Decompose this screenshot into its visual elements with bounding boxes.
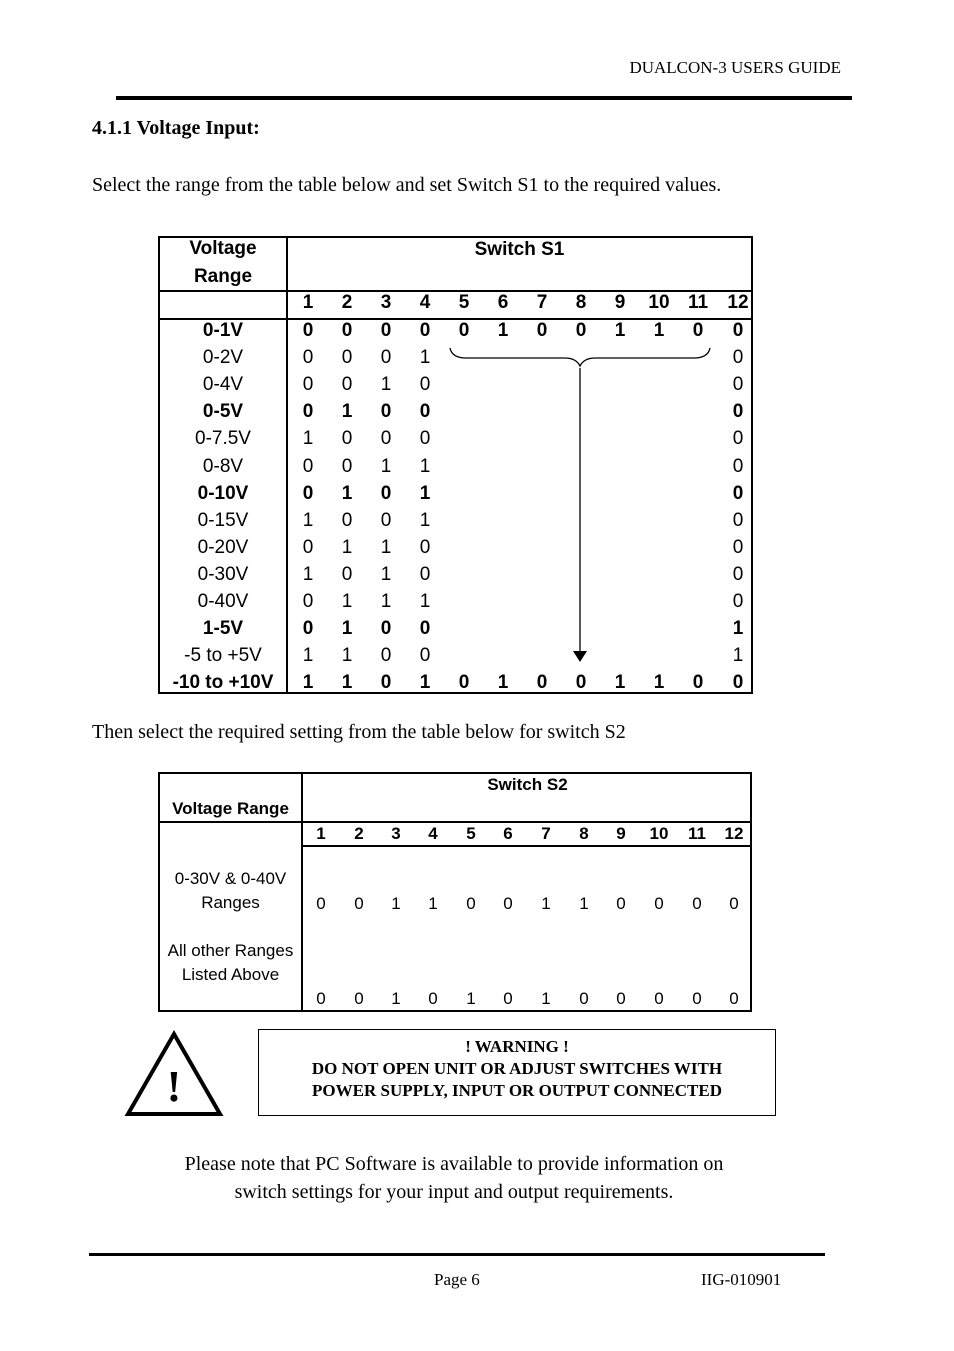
s1-bit-cell: 0 bbox=[419, 645, 431, 667]
s1-bit-cell: 0 bbox=[302, 591, 314, 612]
s1-bit-cell: 0 bbox=[458, 672, 470, 694]
footer-rule bbox=[89, 1253, 825, 1256]
s1-bit-cell: 0 bbox=[732, 536, 744, 558]
s1-bit-cell: 1 bbox=[419, 509, 431, 531]
s1-switch-number: 3 bbox=[380, 292, 392, 313]
s1-bit-cell: 0 bbox=[732, 374, 744, 396]
s2-bit-cell: 0 bbox=[692, 989, 702, 1008]
s1-bit-cell: 1 bbox=[497, 320, 509, 341]
s2-bit-cell: 0 bbox=[316, 894, 326, 913]
brace-path bbox=[450, 348, 710, 366]
s1-bit-cell: 1 bbox=[302, 672, 314, 694]
s1-bit-cell: 1 bbox=[732, 618, 744, 640]
s1-bit-cell: 0 bbox=[302, 455, 314, 477]
s1-range-cell: 0-5V bbox=[202, 401, 244, 423]
s1-range-cell: 0-2V bbox=[202, 347, 244, 369]
s1-bit-cell: 0 bbox=[692, 672, 704, 694]
note-line-2: switch settings for your input and output requirements. bbox=[234, 1181, 674, 1203]
s1-bit-cell: 0 bbox=[692, 320, 704, 341]
s1-range-cell: 1-5V bbox=[202, 618, 244, 640]
s2-bit-cell: 0 bbox=[503, 989, 513, 1008]
s2-switch-number: 1 bbox=[316, 824, 326, 843]
s2-bit-cell: 1 bbox=[391, 989, 401, 1008]
s1-bit-cell: 1 bbox=[653, 672, 665, 694]
intro-paragraph: Select the range from the table below and set Switch S1 to the required values. bbox=[92, 174, 722, 196]
warning-box bbox=[258, 1029, 776, 1116]
s2-switch-number: 11 bbox=[688, 824, 706, 843]
s2-switch-number: 6 bbox=[503, 824, 513, 843]
s1-bit-cell: 0 bbox=[419, 401, 431, 423]
s2-range-line1: All other Ranges bbox=[167, 941, 294, 960]
s1-bit-cell: 1 bbox=[302, 509, 314, 531]
s2-bit-cell: 0 bbox=[354, 989, 364, 1008]
warning-line-1: DO NOT OPEN UNIT OR ADJUST SWITCHES WITH bbox=[311, 1059, 723, 1078]
s2-bit-cell: 0 bbox=[428, 989, 438, 1008]
switch-s2-table bbox=[158, 772, 752, 1012]
s2-bit-cell: 0 bbox=[729, 989, 739, 1008]
s2-bit-cell: 0 bbox=[692, 894, 702, 913]
s1-range-cell: 0-20V bbox=[197, 536, 249, 558]
s1-bit-cell: 0 bbox=[341, 563, 353, 585]
s1-bit-cell: 0 bbox=[341, 455, 353, 477]
s2-bit-cell: 1 bbox=[541, 989, 551, 1008]
s1-bit-cell: 0 bbox=[302, 618, 314, 640]
s1-bit-cell: 1 bbox=[380, 455, 392, 477]
s2-switch-number: 12 bbox=[724, 824, 744, 843]
s1-bit-cell: 0 bbox=[732, 563, 744, 585]
s1-bit-cell: 1 bbox=[419, 672, 431, 694]
s2-switch-number: 10 bbox=[649, 824, 669, 843]
s1-bit-cell: 0 bbox=[732, 401, 744, 423]
warning-triangle-icon bbox=[124, 1029, 224, 1119]
s1-bit-cell: 0 bbox=[341, 347, 353, 369]
s1-bit-cell: 1 bbox=[419, 455, 431, 477]
s1-range-cell: 0-30V bbox=[197, 563, 249, 585]
s1-bit-cell: 0 bbox=[302, 536, 314, 558]
s1-range-cell: 0-1V bbox=[202, 320, 244, 341]
s1-bit-cell: 0 bbox=[380, 320, 392, 341]
arrow-head bbox=[573, 651, 587, 662]
s1-bit-cell: 0 bbox=[732, 347, 744, 369]
s1-bit-cell: 1 bbox=[341, 591, 353, 612]
s1-bit-cell: 1 bbox=[341, 536, 353, 558]
s1-bit-cell: 0 bbox=[732, 455, 744, 477]
table-divider bbox=[303, 845, 750, 847]
s1-bit-cell: 0 bbox=[302, 347, 314, 369]
software-note bbox=[90, 1150, 818, 1206]
switch-s1-header: Switch S1 bbox=[474, 239, 565, 260]
header-title: DUALCON-3 USERS GUIDE bbox=[629, 58, 841, 77]
s2-switch-number: 4 bbox=[428, 824, 438, 843]
s1-bit-cell: 0 bbox=[380, 401, 392, 423]
s1-range-cell: 0-10V bbox=[197, 482, 249, 504]
s1-bit-cell: 0 bbox=[341, 509, 353, 531]
document-id: IIG-010901 bbox=[701, 1270, 782, 1289]
s2-range-line2: Listed Above bbox=[181, 965, 280, 984]
s1-bit-cell: 0 bbox=[575, 320, 587, 341]
s1-bit-cell: 0 bbox=[302, 401, 314, 423]
s1-range-cell: 0-40V bbox=[197, 591, 249, 612]
warning-symbol: ! bbox=[166, 1062, 182, 1111]
s1-bit-cell: 0 bbox=[341, 320, 353, 341]
s1-switch-number: 1 bbox=[302, 292, 314, 313]
s1-range-cell: -10 to +10V bbox=[172, 672, 274, 694]
s1-bit-cell: 1 bbox=[302, 563, 314, 585]
s1-bit-cell: 0 bbox=[536, 672, 548, 694]
warning-title: ! WARNING ! bbox=[465, 1037, 569, 1056]
s2-bit-cell: 0 bbox=[466, 894, 476, 913]
s1-switch-number: 10 bbox=[648, 292, 670, 313]
s1-switch-number: 12 bbox=[727, 292, 749, 313]
s1-bit-cell: 1 bbox=[653, 320, 665, 341]
switch-s2-header: Switch S2 bbox=[487, 775, 568, 794]
table-divider bbox=[160, 821, 750, 823]
s1-range-cell: 0-8V bbox=[202, 455, 244, 477]
s1-bit-cell: 0 bbox=[380, 347, 392, 369]
s1-bit-cell: 1 bbox=[419, 347, 431, 369]
s1-switch-number: 6 bbox=[497, 292, 509, 313]
s1-bit-cell: 0 bbox=[536, 320, 548, 341]
s2-bit-cell: 0 bbox=[354, 894, 364, 913]
switch-s1-table bbox=[158, 236, 753, 694]
s1-bit-cell: 1 bbox=[341, 672, 353, 694]
voltage-range-header: Voltage Range bbox=[172, 799, 289, 818]
s2-bit-cell: 1 bbox=[579, 894, 589, 913]
voltage-range-header-line1: Voltage bbox=[189, 238, 257, 259]
s1-bit-cell: 0 bbox=[341, 428, 353, 450]
s1-bit-cell: 0 bbox=[419, 374, 431, 396]
s1-switch-number: 7 bbox=[536, 292, 548, 313]
header-rule bbox=[116, 96, 852, 100]
s1-range-cell: 0-4V bbox=[202, 374, 244, 396]
s1-switch-number: 8 bbox=[575, 292, 587, 313]
s1-bit-cell: 1 bbox=[614, 672, 626, 694]
s2-bit-cell: 1 bbox=[391, 894, 401, 913]
s1-switch-number: 5 bbox=[458, 292, 470, 313]
s1-bit-cell: 0 bbox=[380, 482, 392, 504]
s1-switch-number: 9 bbox=[614, 292, 626, 313]
s1-bit-cell: 0 bbox=[458, 320, 470, 341]
s1-bit-cell: 1 bbox=[380, 536, 392, 558]
s2-switch-number: 5 bbox=[466, 824, 476, 843]
s1-bit-cell: 0 bbox=[419, 563, 431, 585]
table-divider bbox=[301, 774, 303, 1010]
s1-bit-cell: 1 bbox=[341, 401, 353, 423]
s1-range-cell: 0-7.5V bbox=[195, 428, 251, 450]
s1-range-cell: -5 to +5V bbox=[184, 645, 262, 667]
s1-bit-cell: 0 bbox=[732, 672, 744, 694]
s1-bit-cell: 0 bbox=[419, 536, 431, 558]
s2-bit-cell: 0 bbox=[616, 989, 626, 1008]
s1-bit-cell: 0 bbox=[380, 509, 392, 531]
note-line-1: Please note that PC Software is available to provide information on bbox=[184, 1153, 724, 1175]
s1-bit-cell: 1 bbox=[419, 591, 431, 612]
s2-switch-number: 8 bbox=[579, 824, 589, 843]
s1-bit-cell: 0 bbox=[380, 428, 392, 450]
s1-bit-cell: 1 bbox=[380, 563, 392, 585]
s1-bit-cell: 1 bbox=[732, 645, 744, 667]
s2-bit-cell: 0 bbox=[729, 894, 739, 913]
s1-bit-cell: 1 bbox=[302, 428, 314, 450]
then-paragraph: Then select the required setting from the table below for switch S2 bbox=[92, 721, 626, 743]
s2-bit-cell: 0 bbox=[616, 894, 626, 913]
s2-bit-cell: 0 bbox=[503, 894, 513, 913]
s1-bit-cell: 0 bbox=[732, 509, 744, 531]
s2-bit-cell: 0 bbox=[316, 989, 326, 1008]
s1-bit-cell: 0 bbox=[732, 428, 744, 450]
s1-bit-cell: 0 bbox=[419, 320, 431, 341]
s1-bit-cell: 1 bbox=[419, 482, 431, 504]
s2-switch-number: 7 bbox=[541, 824, 551, 843]
s1-range-cell: 0-15V bbox=[197, 509, 249, 531]
s1-bit-cell: 0 bbox=[732, 482, 744, 504]
s1-bit-cell: 0 bbox=[732, 591, 744, 612]
s1-switch-number: 11 bbox=[687, 292, 709, 313]
s2-bit-cell: 1 bbox=[466, 989, 476, 1008]
s1-bit-cell: 0 bbox=[380, 618, 392, 640]
s1-bit-cell: 1 bbox=[341, 618, 353, 640]
s1-bit-cell: 1 bbox=[380, 591, 392, 612]
s2-switch-number: 2 bbox=[354, 824, 364, 843]
s2-switch-number: 9 bbox=[616, 824, 626, 843]
s2-range-line1: 0-30V & 0-40V bbox=[174, 869, 287, 888]
s1-bit-cell: 1 bbox=[302, 645, 314, 667]
s1-bit-cell: 0 bbox=[302, 374, 314, 396]
s1-bit-cell: 0 bbox=[341, 374, 353, 396]
s1-bit-cell: 0 bbox=[380, 672, 392, 694]
s1-switch-number: 4 bbox=[419, 292, 431, 313]
s2-bit-cell: 0 bbox=[654, 989, 664, 1008]
s1-bit-cell: 1 bbox=[341, 645, 353, 667]
s1-bit-cell: 0 bbox=[380, 645, 392, 667]
s2-bit-cell: 1 bbox=[541, 894, 551, 913]
s1-bit-cell: 0 bbox=[732, 320, 744, 341]
section-title: 4.1.1 Voltage Input: bbox=[92, 117, 260, 139]
s1-bit-cell: 1 bbox=[614, 320, 626, 341]
s2-bit-cell: 1 bbox=[428, 894, 438, 913]
s2-range-line2: Ranges bbox=[201, 893, 260, 912]
s2-switch-number: 3 bbox=[391, 824, 401, 843]
s1-bit-cell: 0 bbox=[302, 482, 314, 504]
s2-bit-cell: 0 bbox=[579, 989, 589, 1008]
voltage-range-header-line2: Range bbox=[193, 266, 253, 287]
page-number: Page 6 bbox=[434, 1270, 480, 1289]
s1-bit-cell: 0 bbox=[419, 428, 431, 450]
s1-bit-cell: 0 bbox=[575, 672, 587, 694]
s1-bit-cell: 1 bbox=[380, 374, 392, 396]
s1-bit-cell: 1 bbox=[497, 672, 509, 694]
s1-bit-cell: 0 bbox=[419, 618, 431, 640]
s2-bit-cell: 0 bbox=[654, 894, 664, 913]
warning-line-2: POWER SUPPLY, INPUT OR OUTPUT CONNECTED bbox=[312, 1081, 722, 1100]
s1-bit-cell: 0 bbox=[302, 320, 314, 341]
s1-bit-cell: 1 bbox=[341, 482, 353, 504]
s1-switch-number: 2 bbox=[341, 292, 353, 313]
